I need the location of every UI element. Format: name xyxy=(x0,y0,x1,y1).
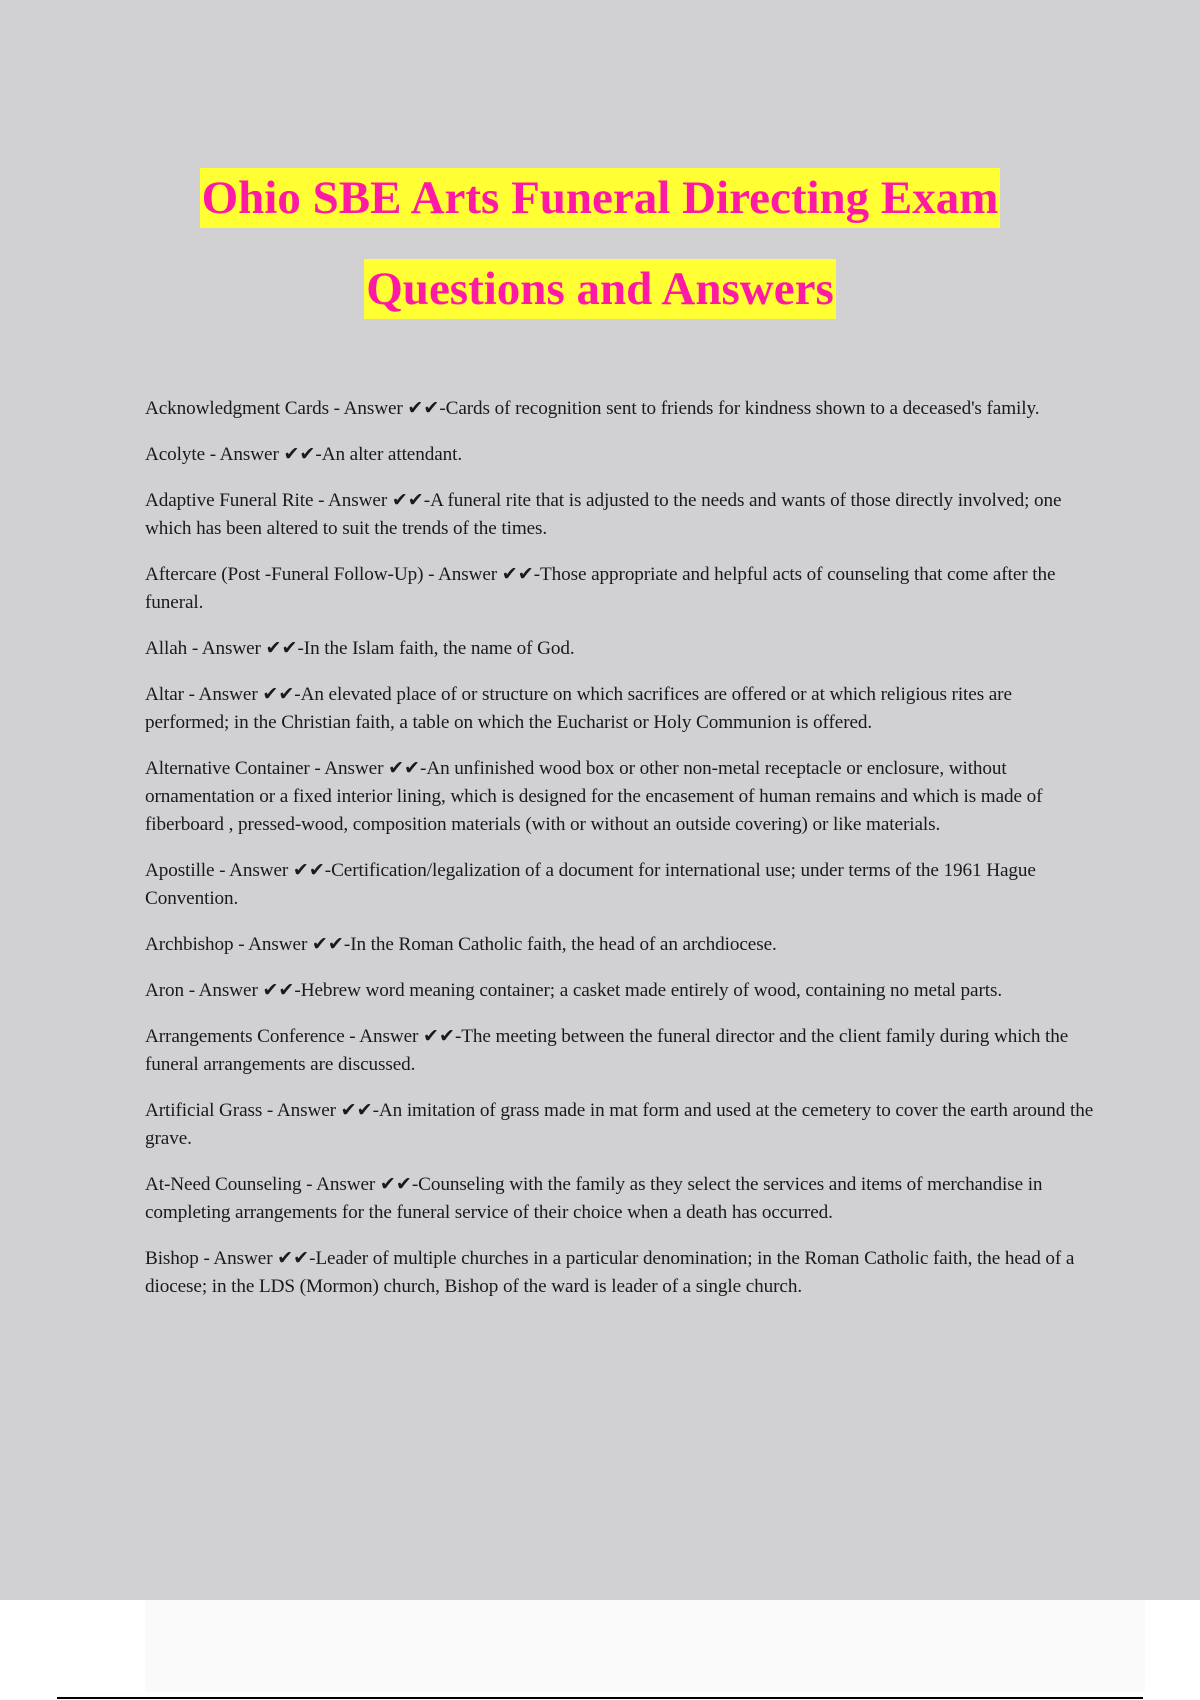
glossary-entry xyxy=(145,1023,1095,1079)
page-divider xyxy=(57,1697,1143,1699)
entry-definition: Hebrew word meaning container; a casket made entirely of wood, containing no metal parts. xyxy=(300,980,1003,1001)
entry-term: Aftercare (Post -Funeral Follow-Up) xyxy=(145,564,424,585)
entry-term: Apostille xyxy=(145,860,215,881)
glossary-entry xyxy=(145,977,1095,1005)
entry-definition: An elevated place of or structure on which sacrifices are offered or at which religious rites are performed; in the Christian faith, a table on which the Eucharist or Holy Communion is offered. xyxy=(145,684,1012,733)
entry-definition: The meeting between the funeral director and the client family during which the funeral arrangements are discussed. xyxy=(145,1026,1069,1075)
entry-separator: - Answer ✔✔- xyxy=(423,564,541,585)
title-line-1: Ohio SBE Arts Funeral Directing Exam xyxy=(200,168,1001,228)
title-line-2: Questions and Answers xyxy=(364,259,836,319)
entry-separator: - Answer ✔✔- xyxy=(262,1100,379,1121)
entry-definition: Certification/legalization of a document for international use; under terms of the 1961 Hague Convention. xyxy=(145,860,1036,909)
entry-definition: An unfinished wood box or other non-metal receptacle or enclosure, without ornamentation or a fixed interior lining, which is designed for the encasement of human remains and which is made of fiberboard , pressed-wood, composition materials (with or without an outside covering) or like materials. xyxy=(145,758,1043,835)
entry-term: At-Need Counseling xyxy=(145,1174,302,1195)
entry-definition: Leader of multiple churches in a particular denomination; in the Roman Catholic faith, the head of a diocese; in the LDS (Mormon) church, Bishop of the ward is leader of a single church. xyxy=(145,1248,1075,1297)
document-title xyxy=(0,168,1200,319)
glossary-entry xyxy=(145,487,1095,543)
entry-separator: - Answer ✔✔- xyxy=(205,444,322,465)
entry-term: Bishop xyxy=(145,1248,199,1269)
entry-term: Archbishop xyxy=(145,934,234,955)
entry-definition: An imitation of grass made in mat form and used at the cemetery to cover the earth around the grave. xyxy=(145,1100,1094,1149)
entry-term: Acolyte xyxy=(145,444,206,465)
entry-separator: - Answer ✔✔- xyxy=(301,1174,419,1195)
entry-term: Artificial Grass xyxy=(145,1100,263,1121)
glossary-entry xyxy=(145,1097,1095,1153)
entry-term: Altar xyxy=(145,684,184,705)
entry-term: Allah xyxy=(145,638,188,659)
glossary-entry xyxy=(145,1171,1095,1227)
entry-separator: - Answer ✔✔- xyxy=(233,934,351,955)
glossary-entry xyxy=(145,755,1095,839)
entry-separator: - Answer ✔✔- xyxy=(313,490,431,511)
entry-separator: - Answer ✔✔- xyxy=(184,980,301,1001)
entry-term: Acknowledgment Cards xyxy=(145,398,329,419)
entry-term: Adaptive Funeral Rite xyxy=(145,490,314,511)
entry-separator: - Answer ✔✔- xyxy=(214,860,332,881)
entry-separator: - Answer ✔✔- xyxy=(309,758,427,779)
glossary-entry xyxy=(145,931,1095,959)
entry-term: Arrangements Conference xyxy=(145,1026,345,1047)
entry-definition: In the Roman Catholic faith, the head of an archdiocese. xyxy=(350,934,777,955)
entry-separator: - Answer ✔✔- xyxy=(328,398,446,419)
entry-definition: Counseling with the family as they select the services and items of merchandise in completing arrangements for the funeral service of their choice when a death has occurred. xyxy=(145,1174,1043,1223)
entry-definition: A funeral rite that is adjusted to the needs and wants of those directly involved; one which has been altered to suit the trends of the times. xyxy=(145,490,1062,539)
glossary-entry xyxy=(145,635,1095,663)
glossary-entry xyxy=(145,681,1095,737)
entry-separator: - Answer ✔✔- xyxy=(198,1248,316,1269)
entry-separator: - Answer ✔✔- xyxy=(344,1026,462,1047)
entry-term: Alternative Container xyxy=(145,758,310,779)
entry-definition: Cards of recognition sent to friends for kindness shown to a deceased's family. xyxy=(445,398,1040,419)
entry-definition: Those appropriate and helpful acts of counseling that come after the funeral. xyxy=(145,564,1056,613)
glossary-entry xyxy=(145,561,1095,617)
entry-separator: - Answer ✔✔- xyxy=(183,684,301,705)
glossary-entry xyxy=(145,1245,1095,1301)
glossary-list xyxy=(145,395,1095,1319)
glossary-entry xyxy=(145,857,1095,913)
entry-definition: An alter attendant. xyxy=(321,444,463,465)
entry-term: Aron xyxy=(145,980,185,1001)
glossary-entry xyxy=(145,441,1095,469)
next-page-panel xyxy=(145,1600,1145,1692)
entry-definition: In the Islam faith, the name of God. xyxy=(303,638,575,659)
entry-separator: - Answer ✔✔- xyxy=(187,638,304,659)
glossary-entry xyxy=(145,395,1095,423)
